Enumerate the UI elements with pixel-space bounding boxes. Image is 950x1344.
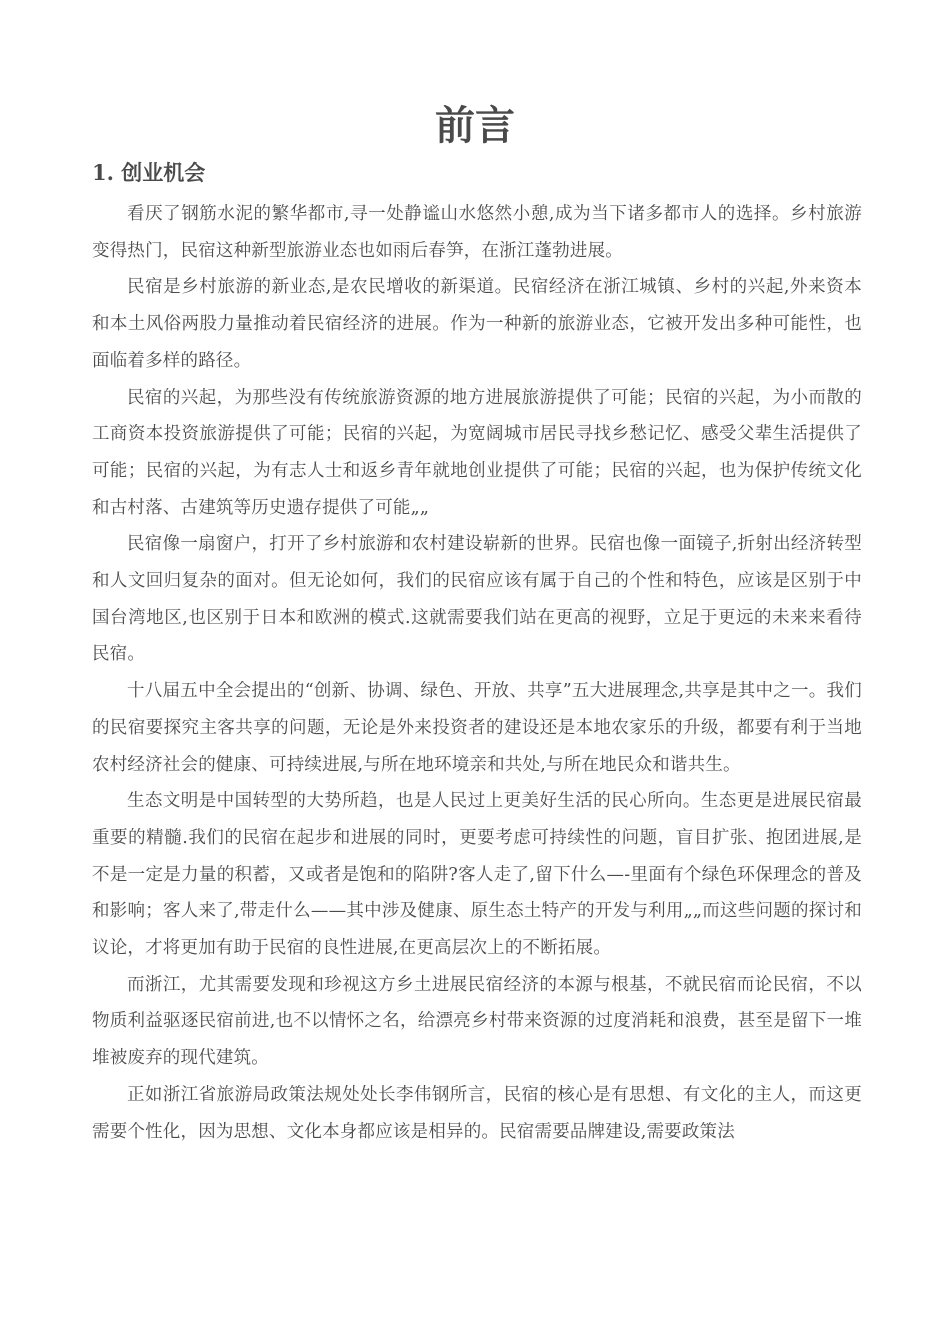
paragraph: 民宿是乡村旅游的新业态,是农民增收的新渠道。民宿经济在浙江城镇、乡村的兴起,外来资本和本土风俗两股力量推动着民宿经济的进展。作为一种新的旅游业态，它被开发出多种可能性，也面临着多样的路径。 — [92, 277, 862, 371]
paragraph: 民宿像一扇窗户，打开了乡村旅游和农村建设崭新的世界。民宿也像一面镜子,折射出经济转型和人文回归复杂的面对。但无论如何，我们的民宿应该有属于自己的个性和特色，应该是区别于中国台湾地区,也区别于日本和欧洲的模式.这就需要我们站在更高的视野，立足于更远的未来来看待民宿。 — [92, 534, 862, 665]
section-heading: 1. 创业机会 — [92, 160, 206, 185]
paragraph: 而浙江，尤其需要发现和珍视这方乡土进展民宿经济的本源与根基，不就民宿而论民宿，不以物质利益驱逐民宿前进,也不以情怀之名，给漂亮乡村带来资源的过度消耗和浪费，甚至是留下一堆堆被废弃的现代建筑。 — [92, 974, 862, 1069]
page-title: 前言 — [435, 102, 515, 149]
paragraph: 十八届五中全会提出的“创新、协调、绿色、开放、共享”五大进展理念,共享是其中之一。我们的民宿要探究主客共享的问题，无论是外来投资者的建设还是本地农家乐的升级，都要有利于当地农村经济社会的健康、可持续进展,与所在地环境亲和共处,与所在地民众和谐共生。 — [92, 681, 862, 775]
paragraph: 正如浙江省旅游局政策法规处处长李伟钢所言，民宿的核心是有思想、有文化的主人，而这更需要个性化，因为思想、文化本身都应该是相异的。民宿需要品牌建设,需要政策法 — [92, 1084, 862, 1142]
paragraph: 生态文明是中国转型的大势所趋，也是人民过上更美好生活的民心所向。生态更是进展民宿最重要的精髓.我们的民宿在起步和进展的同时，更要考虑可持续性的问题，盲目扩张、抱团进展,是不是一定是力量的积蓄，又或者是饱和的陷阱?客人走了,留下什么—-里面有个绿色环保理念的普及和影响；客人来了,带走什么——其中涉及健康、原生态土特产的开发与利用„„而这些问题的探讨和议论，才将更加有助于民宿的良性进展,在更高层次上的不断拓展。 — [92, 791, 862, 959]
paragraph: 看厌了钢筋水泥的繁华都市,寻一处静谧山水悠然小憩,成为当下诸多都市人的选择。乡村旅游变得热门，民宿这种新型旅游业态也如雨后春笋，在浙江蓬勃进展。 — [92, 204, 862, 261]
body-text — [92, 196, 862, 1150]
paragraph: 民宿的兴起，为那些没有传统旅游资源的地方进展旅游提供了可能；民宿的兴起，为小而散的工商资本投资旅游提供了可能；民宿的兴起，为宽阔城市居民寻找乡愁记忆、感受父辈生活提供了可能；民宿的兴起，为有志人士和返乡青年就地创业提供了可能；民宿的兴起，也为保护传统文化和古村落、古建筑等历史遗存提供了可能„„ — [92, 387, 862, 518]
